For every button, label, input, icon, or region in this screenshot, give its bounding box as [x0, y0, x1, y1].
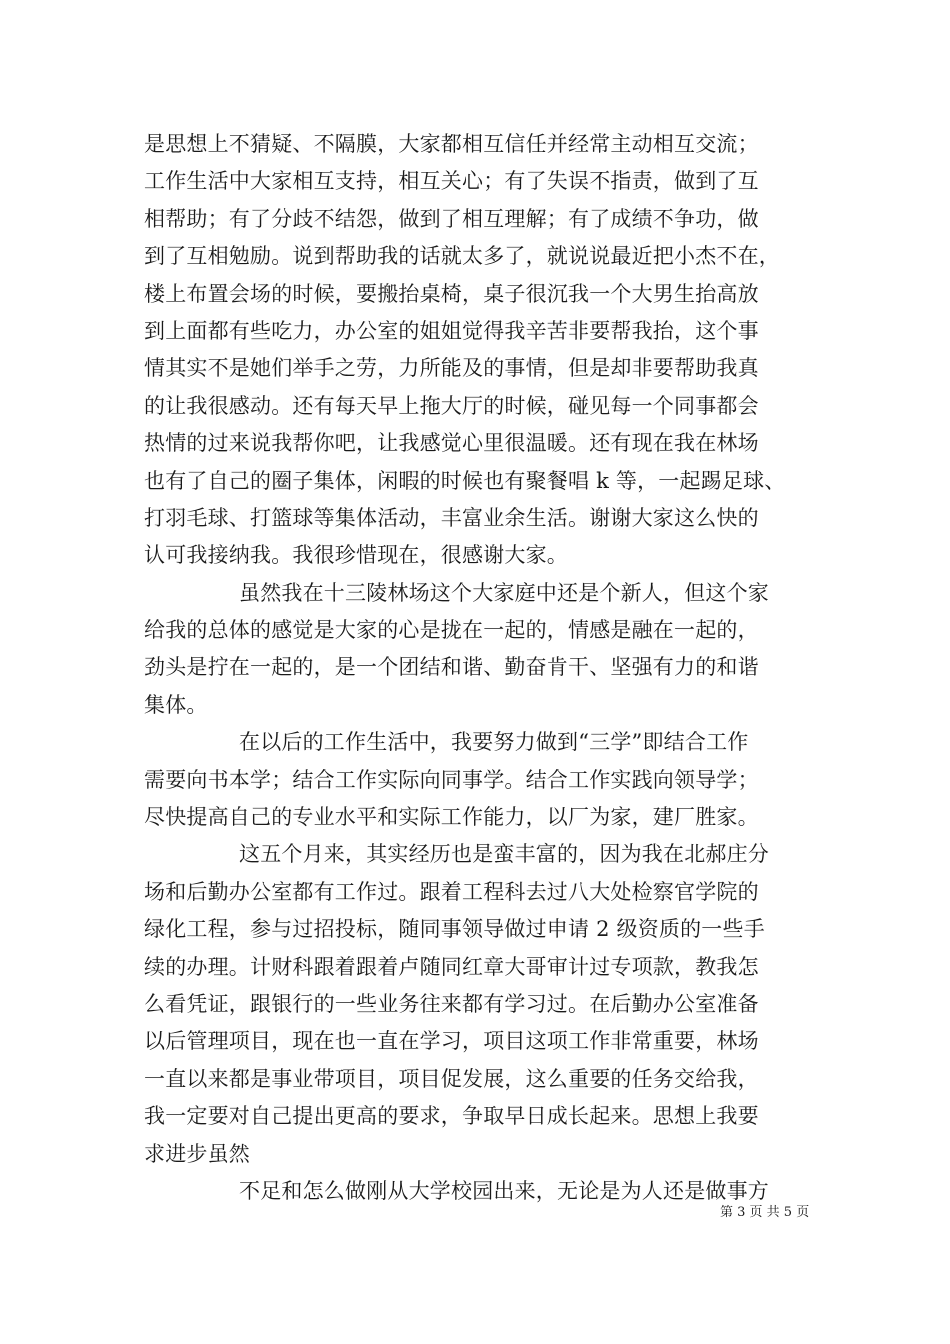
- text-line: 也有了自己的圈子集体，闲暇的时候也有聚餐唱 k 等，一起踢足球、: [144, 468, 786, 493]
- paragraph-start-line: 虽然我在十三陵林场这个大家庭中还是个新人，但这个家: [239, 580, 769, 605]
- text-line: 我一定要对自己提出更高的要求，争取早日成长起来。思想上我要: [144, 1104, 759, 1129]
- text-line: 认可我接纳我。我很珍惜现在，很感谢大家。: [144, 543, 568, 568]
- text-line: 一直以来都是事业带项目，项目促发展，这么重要的任务交给我，: [144, 1066, 759, 1091]
- page-number-footer: 第 3 页 共 5 页: [720, 1205, 810, 1220]
- text-line: 楼上布置会场的时候，要搬抬桌椅，桌子很沉我一个大男生抬高放: [144, 281, 759, 306]
- text-line: 相帮助；有了分歧不结怨，做到了相互理解；有了成绩不争功，做: [144, 206, 759, 231]
- text-line: 工作生活中大家相互支持，相互关心；有了失误不指责，做到了互: [144, 169, 759, 194]
- text-line: 打羽毛球、打篮球等集体活动，丰富业余生活。谢谢大家这么快的: [144, 505, 759, 530]
- text-line: 么看凭证，跟银行的一些业务往来都有学习过。在后勤办公室准备: [144, 991, 759, 1016]
- text-line: 到上面都有些吃力，办公室的姐姐觉得我辛苦非要帮我抬，这个事: [144, 318, 759, 343]
- text-line: 需要向书本学；结合工作实际向同事学。结合工作实践向领导学；: [144, 767, 759, 792]
- text-line: 场和后勤办公室都有工作过。跟着工程科去过八大处检察官学院的: [144, 879, 759, 904]
- text-line: 的让我很感动。还有每天早上拖大厅的时候，碰见每一个同事都会: [144, 393, 759, 418]
- text-line: 情其实不是她们举手之劳，力所能及的事情，但是却非要帮助我真: [144, 356, 759, 381]
- text-line: 续的办理。计财科跟着跟着卢随同红章大哥审计过专项款，教我怎: [144, 954, 759, 979]
- paragraph-start-line: 这五个月来，其实经历也是蛮丰富的，因为我在北郝庄分: [239, 842, 769, 867]
- text-line: 尽快提高自己的专业水平和实际工作能力，以厂为家，建厂胜家。: [144, 805, 759, 830]
- text-line: 以后管理项目，现在也一直在学习，项目这项工作非常重要，林场: [144, 1029, 759, 1054]
- text-line: 热情的过来说我帮你吧，让我感觉心里很温暖。还有现在我在林场: [144, 431, 759, 456]
- text-line: 到了互相勉励。说到帮助我的话就太多了，就说说最近把小杰不在，: [144, 244, 780, 269]
- text-line: 集体。: [144, 692, 208, 717]
- text-line: 是思想上不猜疑、不隔膜，大家都相互信任并经常主动相互交流；: [144, 132, 759, 156]
- paragraph-start-line: 在以后的工作生活中，我要努力做到“三学”即结合工作: [239, 730, 749, 755]
- body-text: [144, 126, 824, 1210]
- text-line: 劲头是拧在一起的，是一个团结和谐、勤奋肯干、坚强有力的和谐: [144, 655, 759, 680]
- text-line: 绿化工程，参与过招投标，随同事领导做过申请 2 级资质的一些手: [144, 917, 765, 942]
- paragraph-start-line: 不足和怎么做刚从大学校园出来，无论是为人还是做事方: [239, 1178, 769, 1203]
- text-line: 给我的总体的感觉是大家的心是拢在一起的，情感是融在一起的，: [144, 618, 759, 643]
- text-line: 求进步虽然: [144, 1141, 250, 1166]
